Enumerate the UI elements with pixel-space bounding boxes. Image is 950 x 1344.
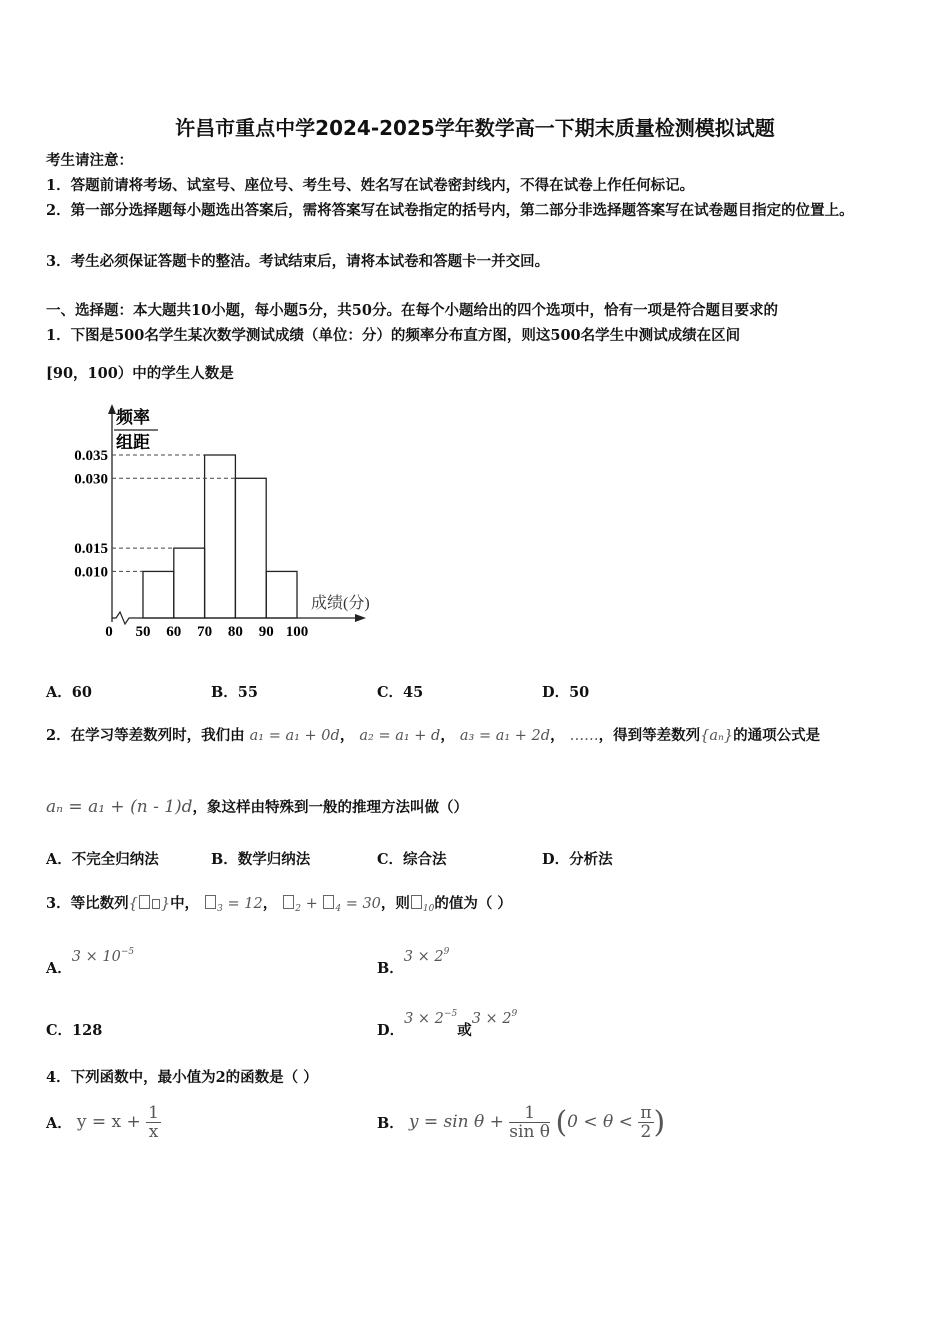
- y-axis-label-top: 频率: [116, 408, 150, 427]
- x-tick-label: 90: [258, 624, 274, 640]
- notice-item-2: 2．第一部分选择题每小题选出答案后，需将答案写在试卷指定的括号内，第二部分非选择题答案写在试卷题目指定的位置上。: [46, 202, 854, 219]
- q1-option-c[interactable]: C．45: [377, 684, 424, 701]
- histogram-bar: [235, 478, 266, 618]
- histogram-bar: [174, 548, 205, 618]
- origin-label: 0: [105, 624, 113, 640]
- q4-stem: 4．下列函数中，最小值为2的函数是（ ）: [46, 1069, 318, 1086]
- page-title: 许昌市重点中学2024-2025学年数学高一下期末质量检测模拟试题: [175, 116, 775, 140]
- frequency-histogram: [46, 400, 386, 660]
- q2-ellipsis: ……: [569, 728, 599, 744]
- y-tick-label: 0.030: [74, 471, 108, 488]
- q2-stem-line2: [46, 795, 906, 820]
- x-tick-label: 70: [197, 624, 213, 640]
- q2-general-formula: aₙ = a₁ + (n - 1)d: [46, 797, 193, 817]
- q2-option-c[interactable]: C．综合法: [377, 851, 447, 868]
- q4-option-b[interactable]: B． y = sin θ + $\frac{1}{\text{sin θ}}$ (0 < θ < $\frac{\pi}{2}$ ): [377, 1103, 666, 1142]
- q3-mid2: ，则: [380, 895, 410, 912]
- notice-item-3: 3．考生必须保证答题卡的整洁。考试结束后，请将本试卷和答题卡一并交回。: [46, 253, 550, 270]
- q3-option-a[interactable]: A．$3 \times 10^{-5}$: [46, 947, 135, 977]
- histogram-bar: [143, 571, 174, 618]
- section-heading: 一、选择题：本大题共10小题，每小题5分，共50分。在每个小题给出的四个选项中，恰有一项是符合题目要求的: [46, 302, 778, 319]
- y-tick-label: 0.015: [74, 541, 108, 558]
- q3-mid1: 中，: [170, 895, 200, 912]
- x-tick-label: 80: [227, 624, 243, 640]
- q1-stem-line1: 1．下图是500名学生某次数学测试成绩（单位：分）的频率分布直方图，则这500名学生中测试成绩在区间: [46, 327, 741, 344]
- y-tick-label: 0.035: [74, 448, 108, 464]
- q2-formula-2: a₂ = a₁ + d: [359, 728, 441, 744]
- q2-formula-1: a₁ = a₁ + 0d: [249, 728, 340, 744]
- q2-stem-line1: 2．在学习等差数列时，我们由 a₁ = a₁ + 0d， a₂ = a₁ + d， a₃ = a₁ + 2d， ……，得到等差数列{aₙ}的通项公式是: [46, 727, 821, 744]
- q2-sequence: {aₙ}: [700, 728, 734, 744]
- q3-prefix: 3．等比数列: [46, 895, 129, 912]
- x-tick-label: 60: [166, 624, 182, 640]
- q4-option-a[interactable]: A． y = x + $\frac{1}{x}$: [46, 1103, 159, 1142]
- axis-break-mark: [112, 612, 134, 624]
- q3-target: 10: [410, 896, 434, 912]
- q3-condition-2: $_2$ + $_4$ = 30: [282, 896, 381, 912]
- q3-suffix: 的值为（ ）: [434, 895, 512, 912]
- q1-option-a[interactable]: A．60: [46, 684, 92, 701]
- histogram-bar: [266, 571, 297, 618]
- q3-option-c[interactable]: C．128: [46, 1022, 103, 1039]
- q2-option-a[interactable]: A．不完全归纳法: [46, 851, 159, 868]
- q1-stem-line2: [90，100）中的学生人数是: [46, 365, 234, 382]
- notice-heading: 考生请注意：: [46, 152, 133, 169]
- q3-condition-1: $_3$ = 12: [204, 896, 263, 912]
- notice-item-1: 1．答题前请将考场、试室号、座位号、考生号、姓名写在试卷密封线内，不得在试卷上作任何标记。: [46, 177, 695, 194]
- x-axis-arrow: [355, 614, 366, 622]
- q1-option-b[interactable]: B．55: [211, 684, 258, 701]
- histogram-bar: [205, 455, 236, 618]
- q2-suffix: 的通项公式是: [733, 727, 821, 744]
- q2-mid: ，得到等差数列: [598, 727, 701, 744]
- x-tick-label: 100: [285, 624, 309, 640]
- q2-line2-text: ，象这样由特殊到一般的推理方法叫做（）: [192, 799, 469, 816]
- q2-option-b[interactable]: B．数学归纳法: [211, 851, 311, 868]
- x-tick-label: 50: [135, 624, 151, 640]
- y-tick-label: 0.010: [74, 564, 108, 581]
- q2-formula-3: a₃ = a₁ + 2d: [459, 728, 551, 744]
- q3-option-d[interactable]: D．$3 \times 2^{-5}$或$3 \times 2^9$: [377, 1009, 518, 1039]
- q2-prefix: 2．在学习等差数列时，我们由: [46, 727, 245, 744]
- q3-sequence: { }: [128, 896, 171, 912]
- q1-option-d[interactable]: D．50: [542, 684, 590, 701]
- q2-option-d[interactable]: D．分析法: [542, 851, 613, 868]
- q3-option-b[interactable]: B．$3 \times 2^9$: [377, 947, 450, 977]
- q3-stem: 3．等比数列{ }中， $_3$ = 12， $_2$ + $_4$ = 30，则 $_{10}$的值为（ ）: [46, 895, 512, 914]
- y-axis-label-bottom: 组距: [116, 433, 150, 452]
- x-axis-label: 成绩(分): [311, 595, 370, 612]
- y-axis-arrow: [108, 404, 116, 414]
